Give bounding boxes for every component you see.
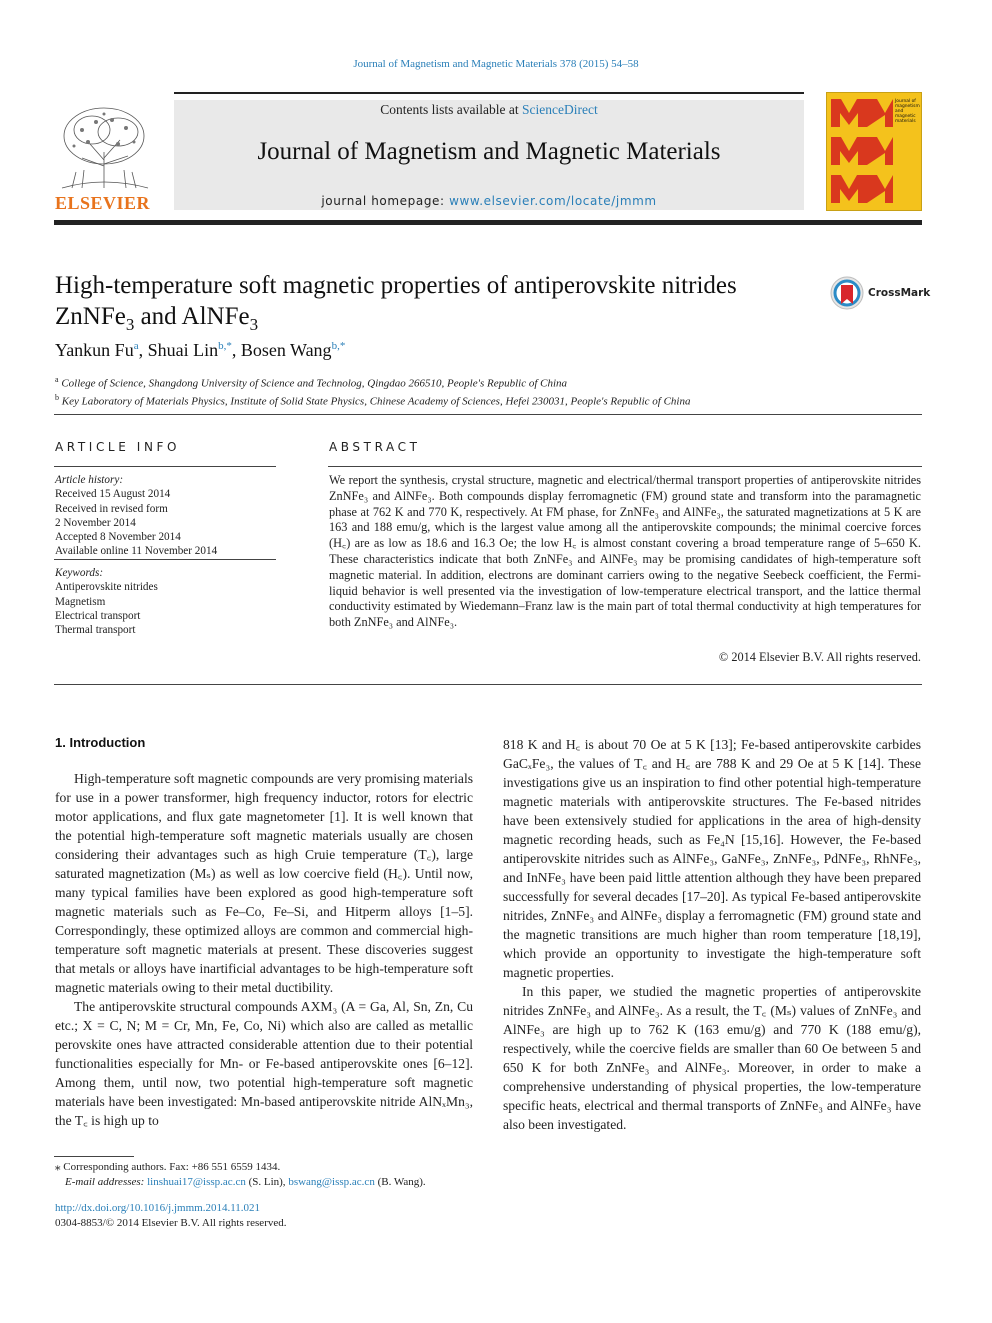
history-item: Accepted 8 November 2014 bbox=[55, 531, 181, 544]
keyword: Thermal transport bbox=[55, 624, 136, 637]
homepage-prefix: journal homepage: bbox=[321, 194, 450, 208]
email-link[interactable]: linshuai17@issp.ac.cn bbox=[147, 1175, 246, 1188]
author-list: Yankun Fu$^a$, Shuai Lin$^{b,*}$, Bosen Wang$^{b,*}$ bbox=[55, 340, 346, 360]
homepage-link[interactable]: www.elsevier.com/locate/jmmm bbox=[449, 194, 657, 208]
divider bbox=[54, 684, 922, 685]
divider bbox=[54, 414, 922, 415]
journal-title: Journal of Magnetism and Magnetic Materials bbox=[257, 138, 721, 165]
author-affil-marker[interactable]: b,* bbox=[331, 340, 346, 352]
email-addresses: E-mail addresses: linshuai17@issp.ac.cn (S. Lin), bswang@issp.ac.cn (B. Wang). bbox=[65, 1175, 426, 1188]
abstract-text: We report the synthesis, crystal structure, magnetic and electrical/thermal transport properties of antiperovskite nitrides ZnNFe₃ and AlNFe₃. Both compounds display ferromagnetic (FM) ground state and transform into the paramagnetic phase at 762 K and 770 K, respectively. At FM phase, for ZnNFe₃ and AlNFe₃, the saturated magnetizations at 5 K are 163 and 188 emu/g, which is the largest value among all the antiperovskite compounds; the minimal coercive forces (H꜀) are as low as 18.6 and 16.3 Oe; the low H꜀ is almost constant covering a broad temperature range of 5–650 K. These characteristics indicate that both ZnNFe₃ and AlNFe₃ may be promising candidates of high-temperature soft magnetic material. In addition, electrons are dominant carriers owing to the negative Seebeck coefficient, the Fermi-liquid behavior is well presented via the investigation of low-temperature electrical transport, and the lattice thermal conductivity estimated by Wiedemann–Franz law is the main part of total thermal conductivity at high temperatures for both ZnNFe₃ and AlNFe₃. bbox=[329, 473, 921, 630]
keywords bbox=[55, 566, 158, 637]
body-left-column bbox=[55, 769, 473, 1130]
title-line-2: ZnNFe$_3$ and AlNFe$_3$ bbox=[55, 303, 259, 334]
history-label: Article history: bbox=[55, 474, 124, 486]
abstract-heading: ABSTRACT bbox=[329, 440, 421, 454]
author-affil-marker[interactable]: b,* bbox=[218, 340, 232, 352]
title-line-1: High-temperature soft magnetic properties of antiperovskite nitrides bbox=[55, 272, 737, 299]
header-top-rule bbox=[174, 92, 804, 94]
keywords-label: Keywords: bbox=[55, 567, 104, 579]
paragraph: The antiperovskite structural compounds AXM₃ (A = Ga, Al, Sn, Zn, Cu etc.; X = C, N; M = Cr, Mn, Fe, Co, Ni) which also are called as metallic perovskite ones have attracted considerable attention due to their potential functionalities especially for Mn- or Fe-based antiperovskite ones [6–12]. Among them, until now, two potential high-temperature soft magnetic materials have been investigated: Mn-based antiperovskite nitride AlNₓMn₃, the T꜀ is high up to bbox=[55, 999, 473, 1128]
history-item: Received in revised form bbox=[55, 502, 168, 515]
body-right-column bbox=[503, 735, 921, 1134]
author-affil-marker[interactable]: a bbox=[133, 340, 139, 352]
homepage-line bbox=[174, 194, 804, 208]
cover-journal-name: Journal of magnetism and magnetic materials bbox=[895, 99, 920, 124]
article-title bbox=[55, 270, 815, 340]
paragraph: 818 K and H꜀ is about 70 Oe at 5 K [13]; Fe-based antiperovskite carbides GaCₓFe₃, the values of T꜀ and H꜀ are 788 K and 29 Oe at 5 K [14]. These investigations give us an inspiration to find other potential high-temperature magnetic materials with antiperovskite structures. The Fe-based nitrides have been extensively studied for applications in the area of high-density magnetic recording heads, such as Fe₄N [15,16]. However, the Fe-based antiperovskite nitrides such as AlNFe₃, GaNFe₃, ZnNFe₃, PdNFe₃, RhNFe₃, and InNFe₃ have been paid little attention although they have been prepared successfully for several decades [17–20]. As typical Fe-based antiperovskite nitrides, ZnNFe₃ and AlNFe₃ display a ferromagnetic (FM) ground state and the magnetic transitions are much higher than room temperature [18,19], which provide an opportunity to investigate the high-temperature soft magnetic properties. bbox=[503, 737, 921, 980]
history-item: 2 November 2014 bbox=[55, 516, 136, 529]
paragraph: In this paper, we studied the magnetic properties of antiperovskite nitrides ZnNFe₃ and AlNFe₃. As a result, the T꜀ (Mₛ) values of ZnNFe₃ and AlNFe₃ are high up to 762 K (163 emu/g) and 770 K (188 emu/g), respectively, while the coercive fields are smaller than 60 Oe between 5 and 650 K for both ZnNFe₃ and AlNFe₃. Moreover, in order to make a comprehensive understanding of physical properties, the low-temperature specific heats, electrical and thermal transports of ZnNFe₃ and AlNFe₃ have also been investigated. bbox=[503, 984, 921, 1132]
email-link[interactable]: bswang@issp.ac.cn bbox=[288, 1175, 375, 1188]
author-name[interactable]: Shuai Lin bbox=[147, 340, 219, 360]
footnotes bbox=[55, 1160, 475, 1189]
keyword: Antiperovskite nitrides bbox=[55, 581, 158, 594]
doi-block bbox=[55, 1201, 287, 1230]
abstract-copyright: © 2014 Elsevier B.V. All rights reserved. bbox=[718, 650, 921, 664]
issn-copyright: 0304-8853/© 2014 Elsevier B.V. All rights reserved. bbox=[55, 1216, 287, 1229]
author-name[interactable]: Yankun Fu bbox=[55, 340, 134, 360]
article-info-heading: ARTICLE INFO bbox=[55, 440, 181, 454]
keyword: Magnetism bbox=[55, 595, 106, 608]
corresponding-author-note: ⁎ Corresponding authors. Fax: +86 551 6559 1434. bbox=[55, 1161, 281, 1173]
article-history bbox=[55, 473, 217, 559]
author-name[interactable]: Bosen Wang bbox=[240, 340, 332, 360]
contents-prefix: Contents lists available at bbox=[380, 102, 522, 117]
affiliations bbox=[55, 373, 690, 409]
affiliation-b: $^b$ Key Laboratory of Materials Physics, Institute of Solid State Physics, Chinese Academy of Sciences, Hefei 230031, People's Republic of China bbox=[55, 393, 691, 408]
affiliation-a: $^a$ College of Science, Shangdong University of Science and Technolog, Qingdao 266510, People's Republic of China bbox=[55, 375, 568, 390]
section-heading-introduction: 1. Introduction bbox=[55, 735, 146, 750]
sciencedirect-link[interactable]: ScienceDirect bbox=[522, 102, 598, 117]
divider bbox=[328, 466, 922, 467]
keyword: Electrical transport bbox=[55, 609, 141, 622]
paragraph: High-temperature soft magnetic compounds are very promising materials for use in a power transformer, high frequency inductor, rotors for electric motor applications, and flux gate magnetometer [1]. It is well known that the potential high-temperature soft magnetic materials usually are chosen considering their advantages such as high Cruie temperature (T꜀), large saturated magnetization (Mₛ) as well as low coercive field (H꜀). Until now, many typical families have been explored as good high-temperature soft magnetic materials such as Fe–Co, Fe–Si, and Hitperm alloys [1–5]. Correspondingly, these optimized alloys are common and commercial high-temperature soft magnetic materials at present. These discoveries suggest that metals or alloys have inartificial advantages to be high-temperature soft magnetic materials owing to their metal ductibility. bbox=[55, 771, 474, 995]
divider bbox=[54, 466, 276, 467]
history-item: Available online 11 November 2014 bbox=[55, 545, 218, 558]
journal-cover-image[interactable] bbox=[826, 92, 922, 211]
crossmark-label[interactable]: CrossMark bbox=[868, 287, 931, 299]
doi-link[interactable]: http://dx.doi.org/10.1016/j.jmmm.2014.11.021 bbox=[55, 1202, 261, 1214]
elsevier-wordmark: ELSEVIER bbox=[55, 193, 151, 213]
header-bottom-rule bbox=[54, 220, 922, 225]
journal-citation[interactable]: Journal of Magnetism and Magnetic Materials 378 (2015) 54–58 bbox=[353, 58, 639, 70]
divider bbox=[54, 559, 276, 560]
footnote-rule bbox=[54, 1156, 134, 1157]
history-item: Received 15 August 2014 bbox=[55, 488, 171, 501]
contents-line bbox=[174, 102, 804, 118]
